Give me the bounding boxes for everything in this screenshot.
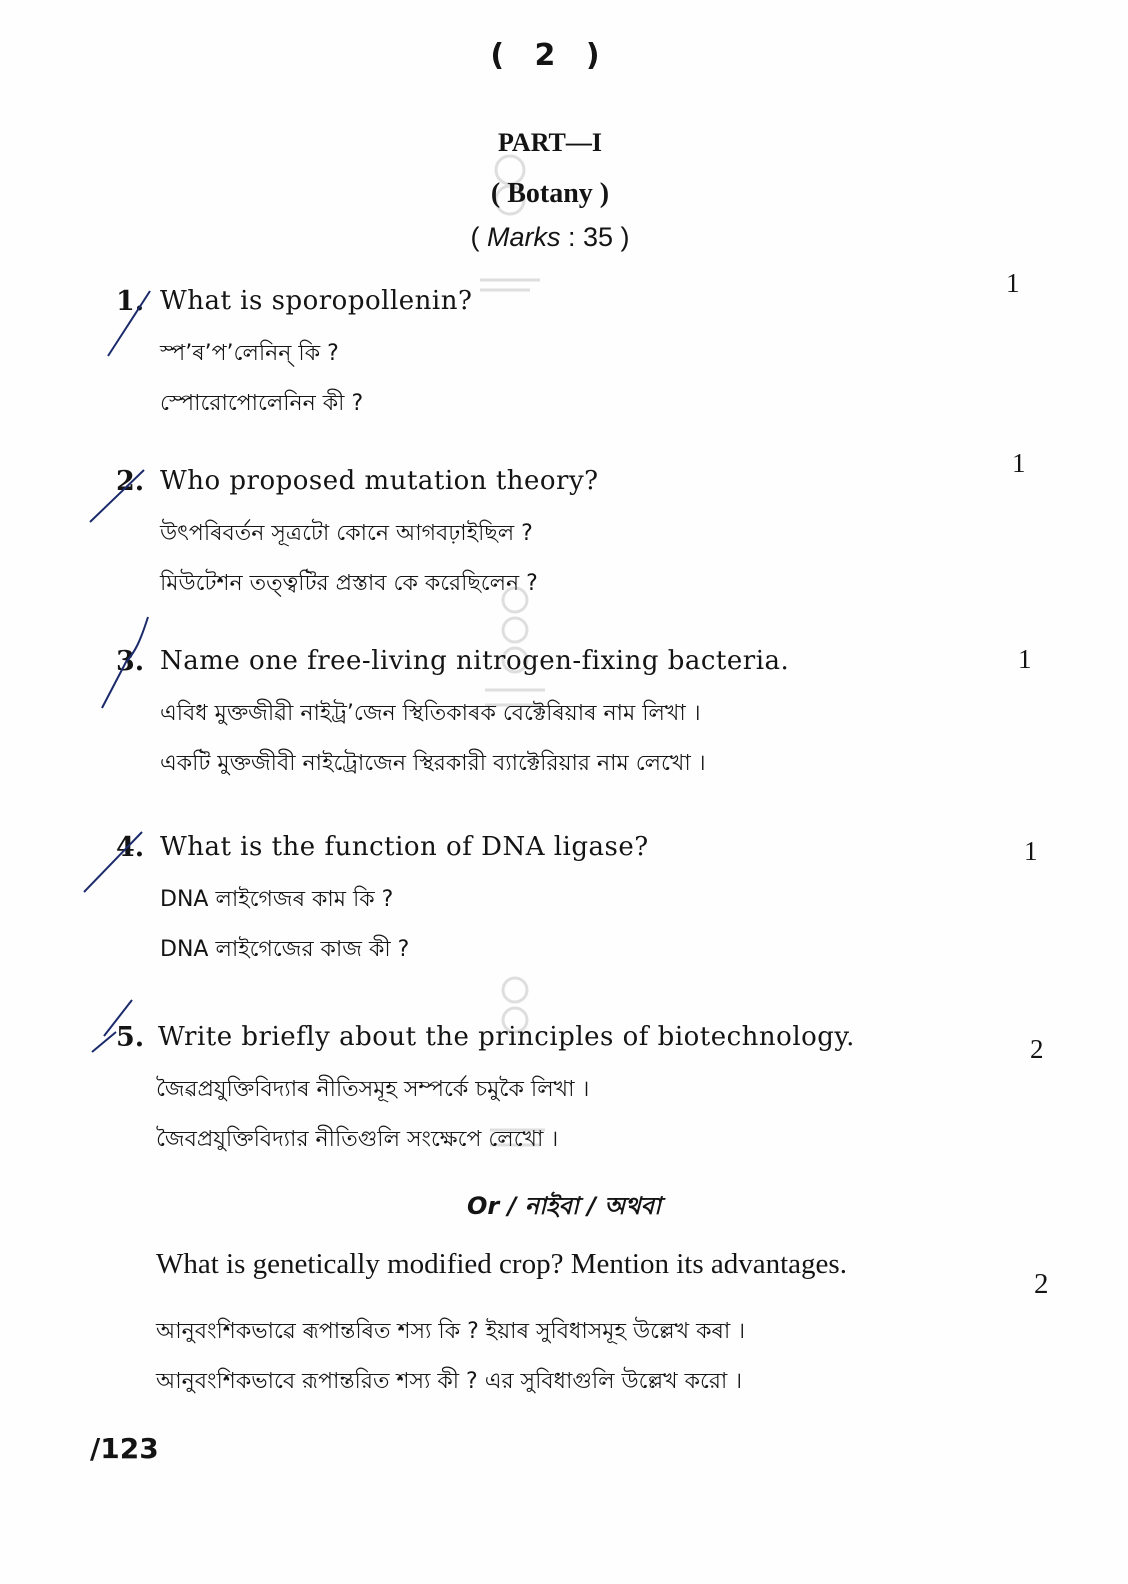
alternative-question-assamese: আনুবংশিকভাৱে ৰূপান্তৰিত শস্য কি ? ইয়াৰ সুবিধাসমূহ উল্লেখ কৰা । — [156, 1319, 746, 1344]
question-number: 2. — [116, 466, 145, 497]
or-separator: Or / নাইবা / অথবা — [467, 1192, 661, 1220]
marks-label: Marks — [486, 222, 561, 252]
question-number: 3. — [116, 646, 145, 677]
question-marks: 2 — [1030, 1034, 1044, 1064]
question-text-assamese: জৈৱপ্ৰযুক্তিবিদ্যাৰ নীতিসমূহ সম্পৰ্কে চমুকৈ লিখা । — [156, 1077, 590, 1102]
pen-tick-mark-1 — [100, 286, 160, 366]
pen-tick-mark-2 — [86, 462, 156, 532]
total-marks — [0, 222, 1100, 253]
alternative-question-english: What is genetically modified crop? Mention its advantages. — [156, 1248, 847, 1280]
alternative-question-bengali: আনুবংশিকভাবে রূপান্তরিত শস্য কী ? এর সুবিধাগুলি উল্লেখ করো । — [156, 1369, 743, 1394]
question-text-assamese: উৎপৰিবৰ্তন সূত্ৰটো কোনে আগবঢ়াইছিল ? — [160, 521, 533, 546]
question-text-english: What is the function of DNA ligase? — [160, 832, 649, 862]
question-marks: 1 — [1006, 268, 1020, 298]
question-number: 1. — [116, 286, 145, 317]
question-number: 4. — [116, 832, 145, 863]
question-marks: 1 — [1012, 448, 1026, 478]
question-text-bengali: DNA লাইগেজের কাজ কী ? — [160, 937, 410, 962]
page-number: ( 2 ) — [490, 38, 610, 73]
pen-tick-mark-3 — [100, 612, 160, 712]
question-text-english: Who proposed mutation theory? — [160, 466, 599, 496]
question-marks: 1 — [1018, 644, 1032, 674]
question-text-bengali: মিউটেশন তত্ত্বটির প্রস্তাব কে করেছিলেন ? — [160, 571, 538, 596]
pen-tick-mark-5 — [86, 996, 146, 1056]
subject-title: ( Botany ) — [490, 178, 610, 209]
marks-value: : 35 ) — [568, 222, 630, 252]
question-text-bengali: জৈবপ্রযুক্তিবিদ্যার নীতিগুলি সংক্ষেপে লেখো । — [156, 1127, 559, 1152]
marks-open-paren: ( — [470, 222, 480, 252]
question-text-english: Write briefly about the principles of biotechnology. — [158, 1022, 855, 1052]
question-text-assamese: স্প’ৰ’প’লেনিন্ কি ? — [160, 341, 339, 366]
part-title: PART—I — [497, 128, 603, 157]
question-text-assamese: এবিধ মুক্তজীৱী নাইট্ৰ’জেন স্থিতিকাৰক বেক্টেৰিয়াৰ নাম লিখা । — [160, 701, 701, 726]
question-text-bengali: স্পোরোপোলেনিন কী ? — [160, 391, 364, 416]
question-text-assamese: DNA লাইগেজৰ কাম কি ? — [160, 887, 394, 912]
question-text-english: Name one free-living nitrogen-fixing bacteria. — [160, 646, 790, 676]
question-number: 5. — [116, 1022, 145, 1053]
question-marks: 1 — [1024, 836, 1038, 866]
pen-tick-mark-4 — [80, 826, 150, 896]
question-text-bengali: একটি মুক্তজীবী নাইট্রোজেন স্থিরকারী ব্যাক্টেরিয়ার নাম লেখো । — [160, 751, 706, 776]
question-text-english: What is sporopollenin? — [160, 286, 473, 316]
alternative-question-marks: 2 — [1034, 1268, 1049, 1300]
paper-code: /123 — [90, 1432, 159, 1465]
